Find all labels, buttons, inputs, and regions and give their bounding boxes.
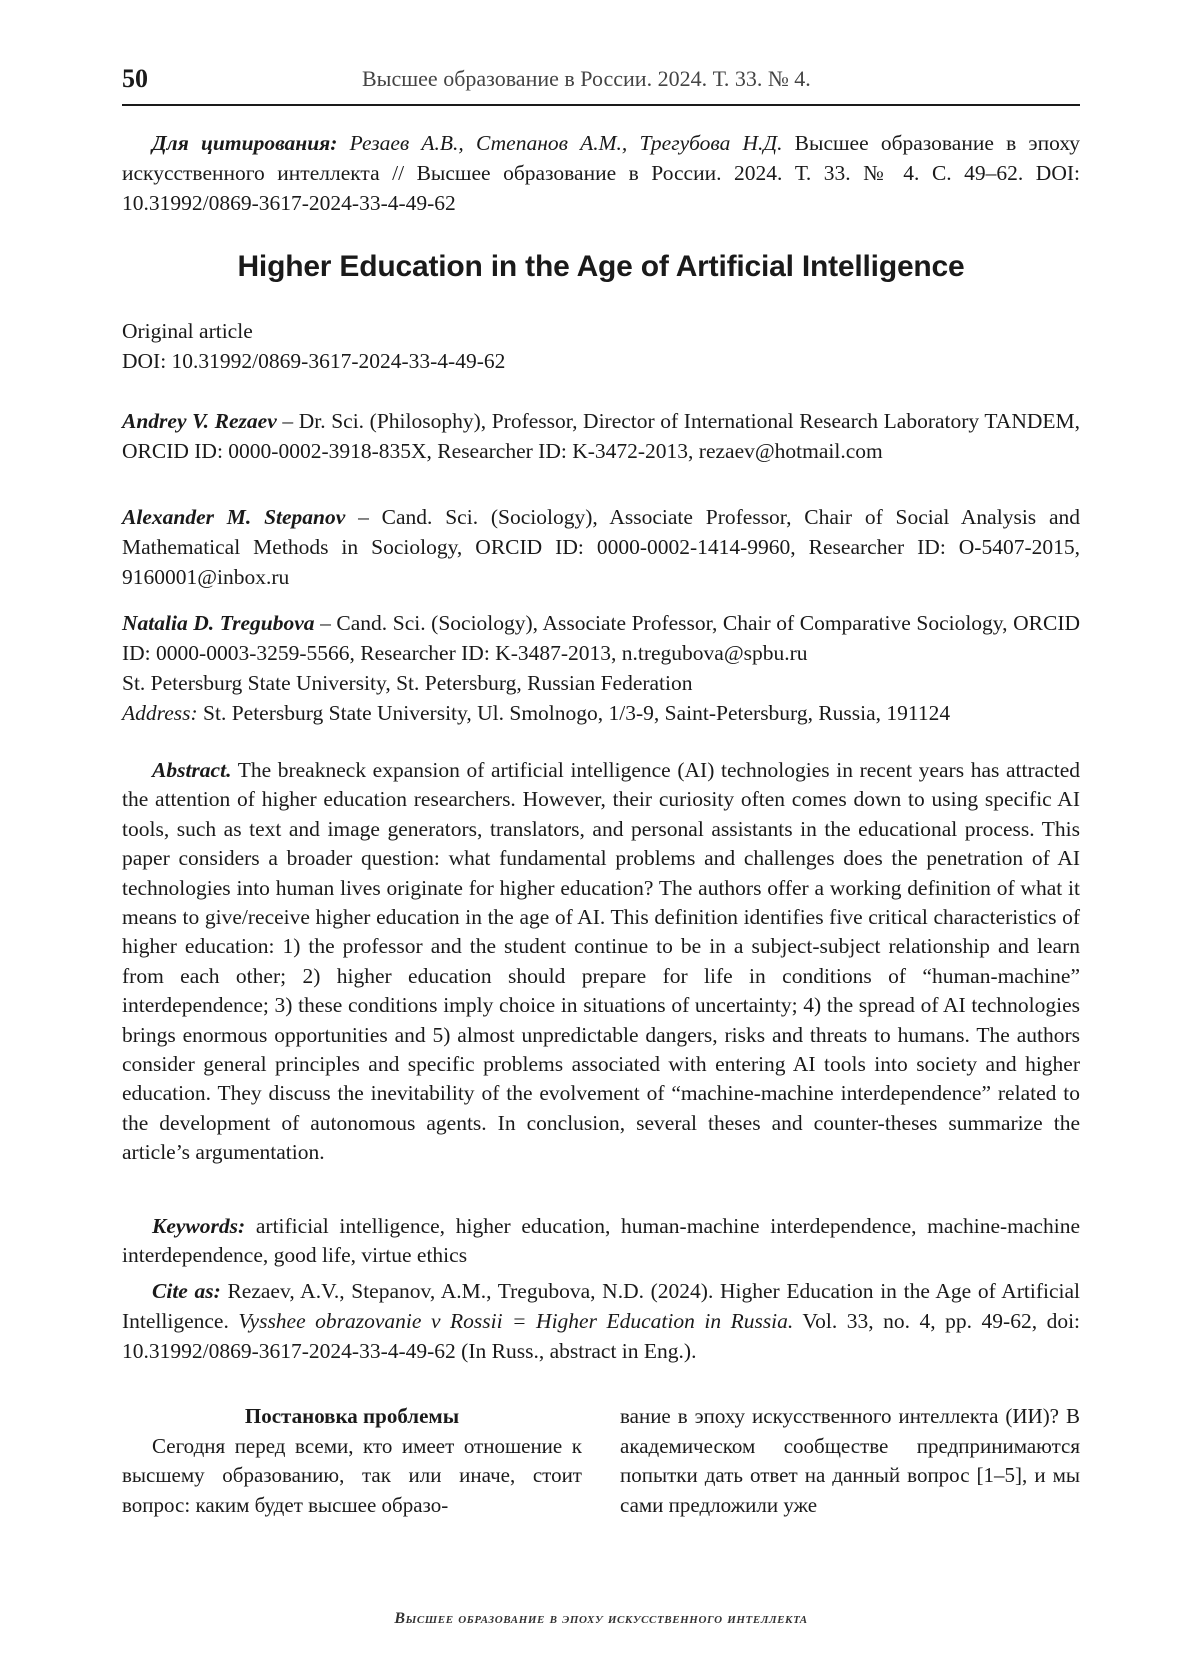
citation-ru-text: Высшее образование в эпоху искусственного интеллекта // Высшее образование в России. 2024. Т. 33. № 4. С. 49–62. DOI: 10.31992/0869-3617-2024-33-4-49-62 [122,131,1081,215]
keywords-text: artificial intelligence, higher education, human-machine interdependence, machine-machine interdependence, good life, virtue ethics [122,1214,1080,1268]
body-paragraph: вание в эпоху искусственного интеллекта (ИИ)? В академическом сообществе предпринимаются попытки дать ответ на данный вопрос [1–5], и мы сами предложили уже [620,1404,1080,1517]
body-column-left [122,1402,582,1520]
citation-ru-authors: Резаев А.В., Степанов А.М., Трегубова Н.Д. [349,131,783,155]
section-heading: Постановка проблемы [244,1404,460,1428]
address [122,698,1080,728]
address-text: St. Petersburg State University, Ul. Smolnogo, 1/3-9, Saint-Petersburg, Russia, 191124 [203,701,951,725]
cite-as-journal: Vysshee obrazovanie v Rossii = Higher Education in Russia. [238,1309,794,1333]
abstract-label: Abstract. [152,758,232,782]
author-entry [122,406,1080,466]
author-name: Alexander M. Stepanov [122,505,346,529]
article-type: Original article [122,319,253,343]
cite-as-label: Cite as: [152,1279,221,1303]
body-column-right [620,1402,1080,1520]
abstract [122,756,1080,1168]
author-details: – Cand. Sci. (Sociology), Associate Professor, Chair of Social Analysis and Mathematical Methods in Sociology, ORCID ID: 0000-0002-1414-9960, Researcher ID: O-5407-2015, 9160001@inbox.ru [122,505,1080,589]
author-entry [122,502,1080,592]
running-footer: Высшее образование в эпоху искусственного интеллекта [394,1610,808,1627]
author-entry [122,608,1080,728]
author-details: – Cand. Sci. (Sociology), Associate Professor, Chair of Comparative Sociology, ORCID ID: 0000-0003-3259-5566, Researcher ID: K-3487-2013, n.tregubova@spbu.ru [122,611,1081,665]
keywords [122,1212,1080,1271]
cite-as [122,1276,1080,1366]
article-doi: DOI: 10.31992/0869-3617-2024-33-4-49-62 [122,349,506,373]
article-meta [122,316,1080,376]
author-details: – Dr. Sci. (Philosophy), Professor, Director of International Research Laboratory TANDEM, ORCID ID: 0000-0002-3918-835X, Researcher ID: K-3472-2013, rezaev@hotmail.com [122,409,1081,463]
author-name: Andrey V. Rezaev [122,409,277,433]
page-header [122,60,1080,106]
article-title: Higher Education in the Age of Artificial Intelligence [237,250,965,283]
body-paragraph: Сегодня перед всеми, кто имеет отношение к высшему образованию, так или иначе, стоит вопрос: каким будет высшее образо- [122,1433,582,1517]
citation-ru [122,128,1080,218]
affiliation: St. Petersburg State University, St. Petersburg, Russian Federation [122,671,693,695]
abstract-text: The breakneck expansion of artificial intelligence (AI) technologies in recent years has attracted the attention of higher education researchers. However, their curiosity often comes down to using specific AI tools, such as text and image generators, translators, and personal assistants in the educational process. This paper considers a broader question: what fundamental problems and challenges does the penetration of AI technologies into human lives originate for higher education? The authors offer a working definition of what it means to give/receive higher education in the age of AI. This definition identifies five critical characteristics of higher education: 1) the professor and the student continue to be in a subject-subject relationship and learn from each other; 2) higher education should prepare for life in conditions of “human-machine” interdependence; 3) these conditions imply choice in situations of uncertainty; 4) the spread of AI technologies brings enormous opportunities and 5) almost unpredictable dangers, risks and threats to humans. The authors consider general principles and specific problems associated with entering AI tools into society and higher education. They discuss the inevitability of the evolvement of “machine-machine interdependence” related to the development of autonomous agents. In conclusion, several theses and counter-theses summarize the article’s argumentation. [122,758,1080,1165]
cite-as-part2: Vol. 33, no. 4, pp. 49-62, doi: 10.31992/0869-3617-2024-33-4-49-62 (In Russ., abstract in Eng.). [122,1309,1081,1363]
running-head: Высшее образование в России. 2024. Т. 33. № 4. [362,66,811,91]
cite-as-part1: Rezaev, A.V., Stepanov, A.M., Tregubova, N.D. (2024). Higher Education in the Age of Artificial Intelligence. [122,1279,1081,1333]
page-number: 50 [122,64,148,93]
citation-ru-label: Для цитирования: [152,131,338,155]
keywords-label: Keywords: [152,1214,246,1238]
author-name: Natalia D. Tregubova [122,611,315,635]
address-label: Address: [122,701,198,725]
